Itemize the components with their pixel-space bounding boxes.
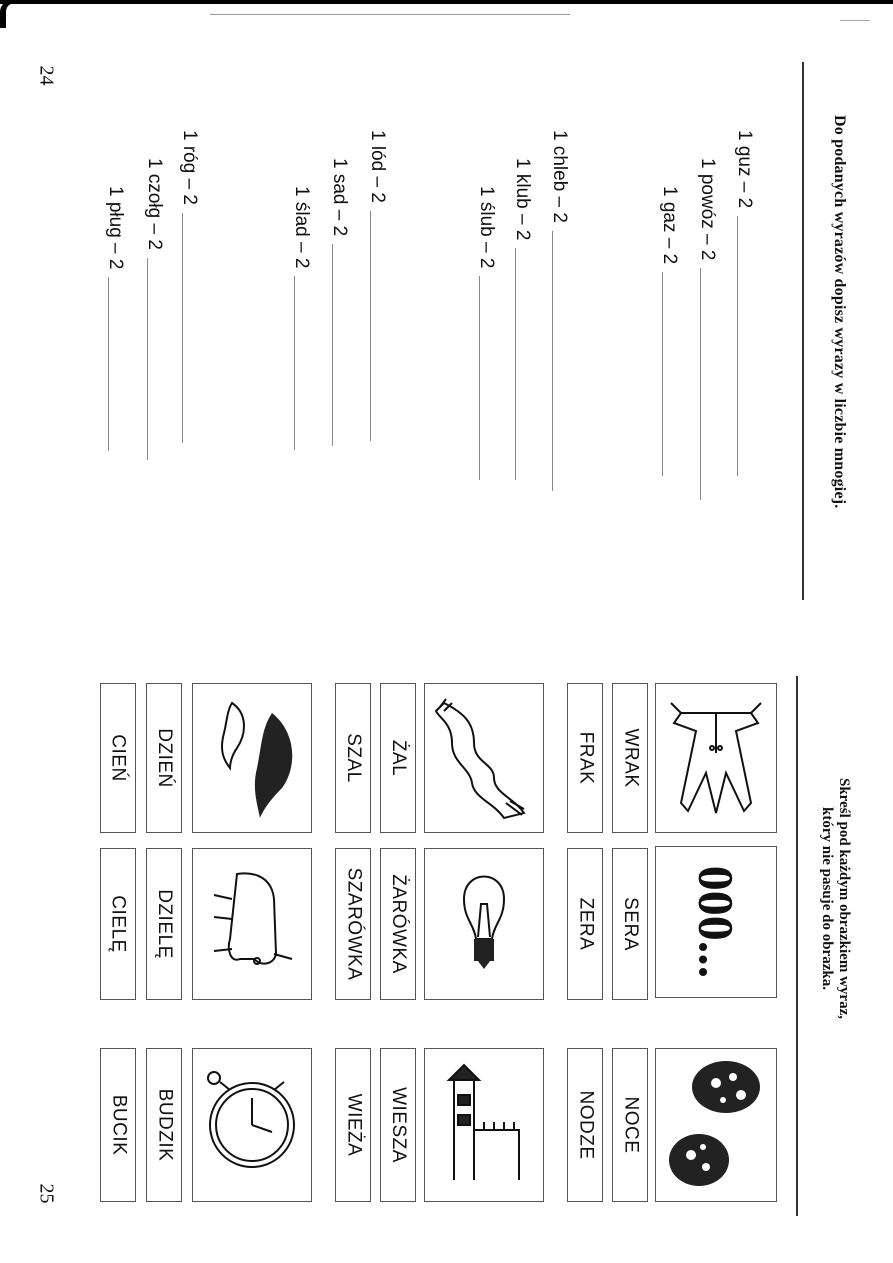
page-edge <box>0 0 893 8</box>
word-option[interactable] <box>146 683 182 833</box>
answer-blank[interactable] <box>370 211 372 441</box>
word-option-label: SZARÓWKA <box>343 867 365 981</box>
singular-word: 1 klub – 2 <box>512 158 533 241</box>
night-sky-picture <box>655 1048 777 1202</box>
word-option[interactable] <box>146 848 182 1000</box>
answer-blank[interactable] <box>515 248 517 480</box>
zeros-text: 000... <box>688 865 744 979</box>
word-option-label: NOCE <box>620 1096 641 1154</box>
singular-word: 1 ślad – 2 <box>291 186 312 269</box>
alarm-clock-picture <box>192 1048 312 1202</box>
word-option-label: FRAK <box>575 731 596 785</box>
answer-blank[interactable] <box>662 272 664 476</box>
exercise2-instruction-line2: który nie pasuje do obrazka. <box>819 807 835 990</box>
scan-line <box>840 20 870 21</box>
answer-blank[interactable] <box>737 216 739 476</box>
singular-word: 1 pług – 2 <box>105 186 126 270</box>
word-option-label: ŻAL <box>388 739 410 777</box>
singular-word: 1 lód – 2 <box>367 130 388 203</box>
plural-exercise-row <box>475 186 497 480</box>
answer-blank[interactable] <box>479 276 481 480</box>
answer-blank[interactable] <box>147 258 149 460</box>
plural-exercise-row <box>511 158 533 480</box>
plural-exercise-row <box>548 130 570 491</box>
title-rule <box>796 676 798 1216</box>
word-option-label: WRAK <box>620 728 641 788</box>
word-option-label: SERA <box>620 897 641 951</box>
word-option[interactable] <box>335 1048 371 1202</box>
singular-word: 1 guz – 2 <box>734 130 755 209</box>
word-option[interactable] <box>612 683 648 833</box>
answer-blank[interactable] <box>332 244 334 446</box>
singular-word: 1 sad – 2 <box>329 158 350 237</box>
plural-exercise-row <box>143 158 165 460</box>
word-option[interactable] <box>100 683 136 833</box>
word-option-label: ZERA <box>575 897 596 951</box>
word-option[interactable] <box>567 848 603 1000</box>
singular-word: 1 gaz – 2 <box>659 186 680 265</box>
answer-blank[interactable] <box>294 276 296 450</box>
tower-picture <box>424 1048 544 1202</box>
plural-exercise-row <box>366 130 388 441</box>
calf-picture <box>192 848 312 1000</box>
scan-line <box>210 14 570 15</box>
word-option[interactable] <box>100 1048 136 1202</box>
bulb-picture <box>424 848 544 1000</box>
word-option-label: NODZE <box>575 1090 596 1160</box>
answer-blank[interactable] <box>108 277 110 451</box>
word-option[interactable] <box>380 848 416 1000</box>
word-option[interactable] <box>335 683 371 833</box>
zeros-picture <box>655 846 777 998</box>
word-option-label: BUCIK <box>108 1094 130 1156</box>
word-option-label: WIESZA <box>388 1087 409 1163</box>
word-option[interactable] <box>567 1048 603 1202</box>
plural-exercise-row <box>178 130 200 443</box>
page-corner <box>0 0 20 28</box>
leaf-shadow-picture <box>192 683 312 833</box>
answer-blank[interactable] <box>552 231 554 491</box>
word-option-label: CIEŃ <box>108 734 129 782</box>
word-option[interactable] <box>100 848 136 1000</box>
plural-exercise-row <box>104 186 126 451</box>
word-option[interactable] <box>612 848 648 1000</box>
exercise1-instruction: Do podanych wyrazów dopisz wyrazy w liczbie mnogiej. <box>831 115 848 509</box>
word-option[interactable] <box>146 1048 182 1202</box>
word-option-label: BUDZIK <box>154 1088 175 1162</box>
plural-exercise-row <box>290 186 312 450</box>
singular-word: 1 ślub – 2 <box>476 186 497 269</box>
word-option[interactable] <box>380 683 416 833</box>
plural-exercise-row <box>696 158 718 500</box>
scarf-picture <box>424 683 544 833</box>
page-number-left: 24 <box>35 65 58 86</box>
coat-picture <box>655 683 777 833</box>
word-option-label: SZAL <box>343 733 364 783</box>
exercise2-instruction-line1: Skreśl pod każdym obrazkiem wyraz, <box>836 778 852 1019</box>
word-option-label: DZIEŃ <box>154 728 175 788</box>
word-option[interactable] <box>567 683 603 833</box>
title-rule <box>802 62 804 600</box>
page-number-right: 25 <box>35 1183 58 1204</box>
singular-word: 1 chleb – 2 <box>549 130 570 223</box>
singular-word: 1 powóz – 2 <box>697 158 718 261</box>
plural-exercise-row <box>328 158 350 446</box>
plural-exercise-row <box>733 130 755 476</box>
word-option-label: ŻARÓWKA <box>388 874 409 974</box>
word-option[interactable] <box>335 848 371 1000</box>
plural-exercise-row <box>658 186 680 476</box>
answer-blank[interactable] <box>700 268 702 500</box>
singular-word: 1 róg – 2 <box>179 130 200 205</box>
singular-word: 1 czołg – 2 <box>144 158 165 250</box>
exercise2-instruction <box>818 778 852 1019</box>
word-option-label: CIELĘ <box>108 895 130 953</box>
word-option-label: WIEŻA <box>343 1093 365 1157</box>
word-option[interactable] <box>380 1048 416 1202</box>
word-option-label: DZIELĘ <box>154 889 175 959</box>
word-option[interactable] <box>612 1048 648 1202</box>
answer-blank[interactable] <box>182 213 184 443</box>
